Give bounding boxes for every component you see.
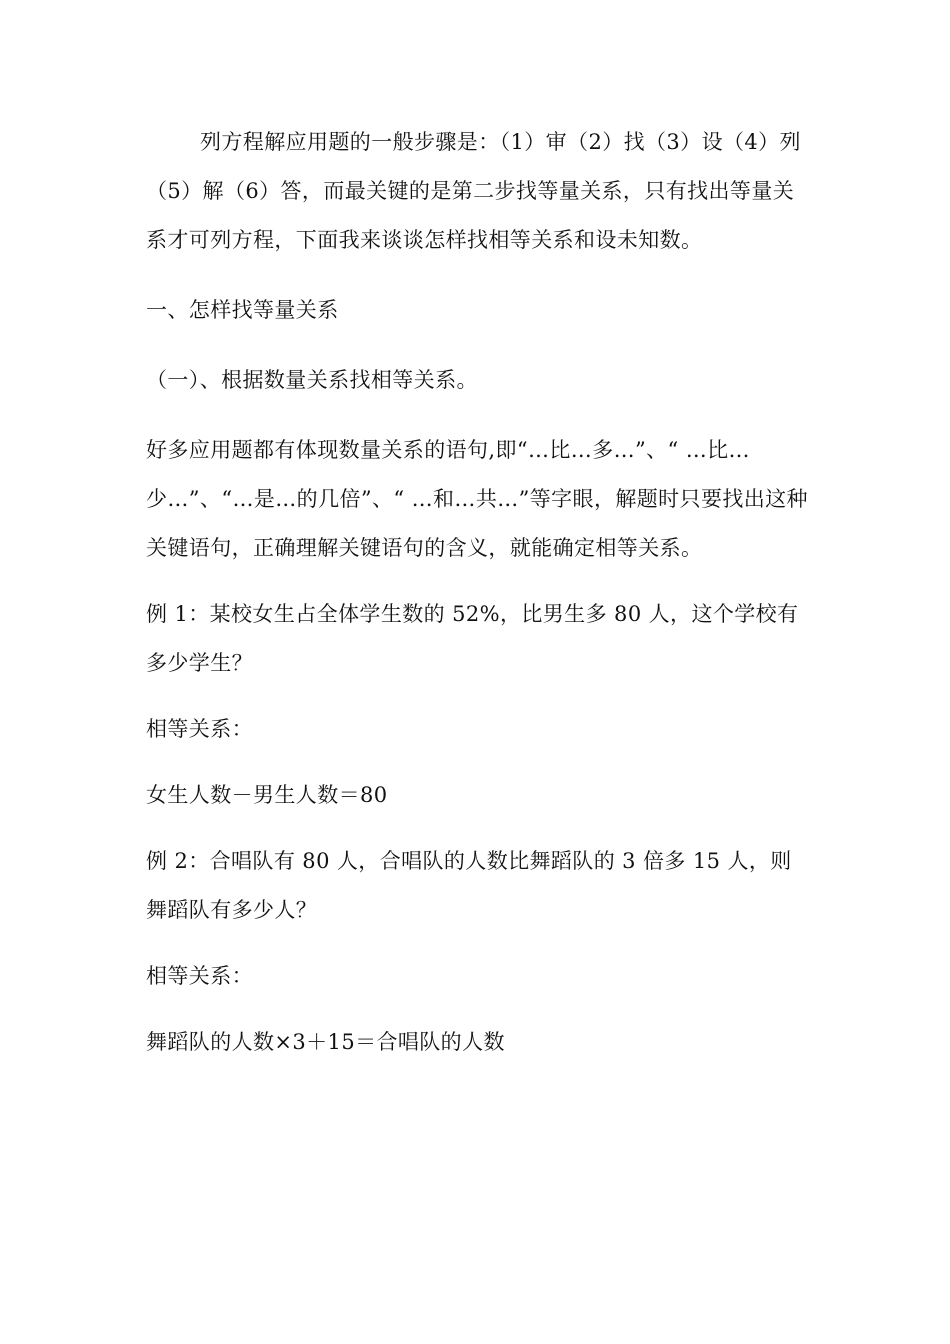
- example-2-question: 例 2：合唱队有 80 人，合唱队的人数比舞蹈队的 3 倍多 15 人，则舞蹈队有多少人？: [146, 849, 792, 922]
- example-1-equation: 女生人数－男生人数＝80: [146, 783, 388, 807]
- example-1-relation-label: 相等关系：: [146, 717, 253, 741]
- subsection-heading-1: （一）、根据数量关系找相等关系。: [146, 368, 478, 392]
- example-1-question: 例 1：某校女生占全体学生数的 52%，比男生多 80 人，这个学校有多少学生？: [146, 602, 799, 675]
- example-2-equation: 舞蹈队的人数×3＋15＝合唱队的人数: [146, 1030, 505, 1054]
- example-2-relation-label: 相等关系：: [146, 964, 253, 988]
- section-heading-1: 一、怎样找等量关系: [146, 298, 339, 322]
- explanation-paragraph: 好多应用题都有体现数量关系的语句,即“…比…多…”、“ …比…少…”、“…是…的几倍”、“ …和…共…”等字眼，解题时只要找出这种关键语句，正确理解关键语句的含义，就能确定相等关系。: [146, 438, 808, 560]
- intro-paragraph: 列方程解应用题的一般步骤是：（1）审（2）找（3）设（4）列（5）解（6）答，而最关键的是第二步找等量关系，只有找出等量关系才可列方程，下面我来谈谈怎样找相等关系和设未知数。: [146, 130, 801, 252]
- document-body: [146, 118, 810, 1067]
